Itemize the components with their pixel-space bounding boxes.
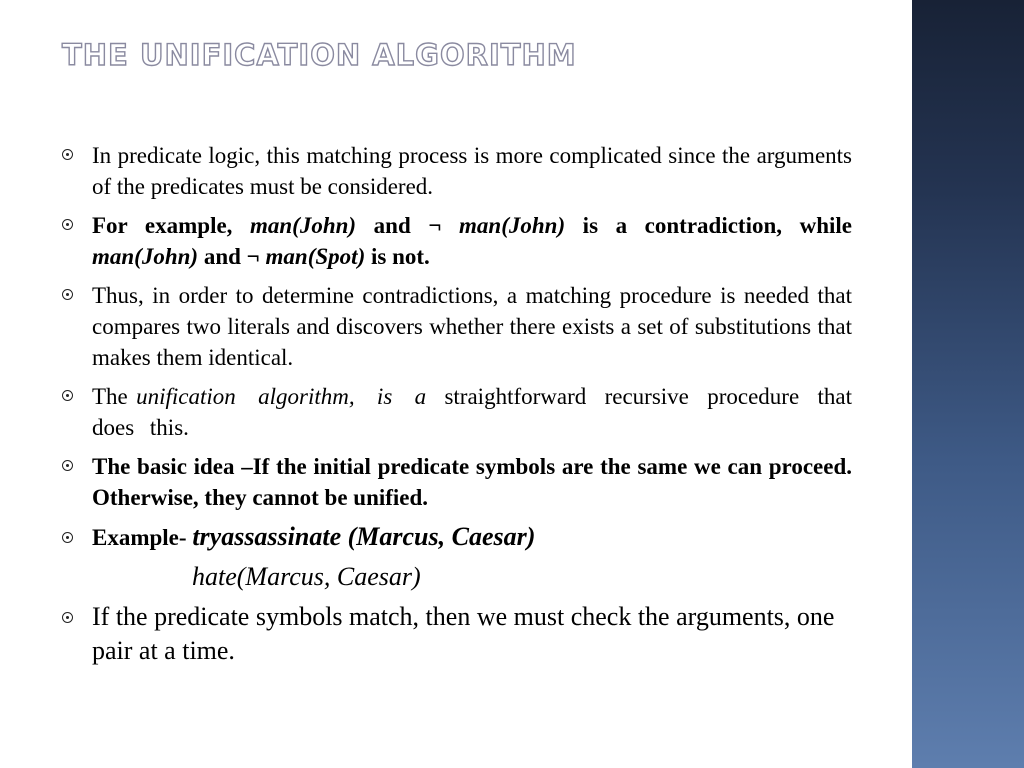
bullet-icon: [62, 390, 73, 401]
expression: man(John): [92, 244, 199, 269]
bullet-icon: [62, 149, 73, 160]
bullet-text: The basic idea –If the initial predicate symbols are the same we can proceed. Otherwise, they cannot be unified.: [92, 454, 852, 510]
bullet-text: straightforward recursive procedure that does this.: [92, 384, 852, 440]
expression: man(John): [459, 213, 566, 238]
bullet-text: In predicate logic, this matching process is more complicated since the arguments of the predicates must be considered.: [92, 143, 852, 199]
bullet-text: Thus, in order to determine contradictions, a matching procedure is needed that compares two literals and discovers whether there exists a set of substitutions that makes them identical.: [92, 283, 852, 370]
bullet-icon: [62, 219, 73, 230]
bullet-item-5: [62, 451, 852, 513]
bullet-text: If the predicate symbols match, then we must check the arguments, one pair at a time.: [92, 602, 835, 665]
bullet-item-7: [62, 600, 852, 668]
bullet-item-4: [62, 381, 852, 443]
expression: tryassassinate (Marcus, Caesar): [192, 522, 536, 551]
bullet-text: The: [92, 384, 137, 409]
example-second-line: hate(Marcus, Caesar): [192, 562, 421, 591]
bullet-item-6: [62, 521, 852, 592]
slide-title: THE UNIFICATION ALGORITHM: [62, 38, 577, 72]
bullet-icon: [62, 289, 73, 300]
bullet-text: and ¬: [356, 213, 460, 238]
example-label: Example-: [92, 525, 193, 550]
bullet-text: is not.: [365, 244, 430, 269]
expression: man(Spot): [265, 244, 366, 269]
bullet-item-3: [62, 280, 852, 373]
expression: man(John): [250, 213, 357, 238]
bullet-icon: [62, 532, 73, 543]
decorative-side-panel: [912, 0, 1024, 768]
bullet-item-2: [62, 210, 852, 272]
bullet-text: For example,: [92, 213, 250, 238]
bullet-icon: [62, 612, 73, 623]
bullet-icon: [62, 460, 73, 471]
bullet-list: [62, 140, 852, 676]
expression: unification algorithm, is a: [136, 384, 427, 409]
bullet-item-1: [62, 140, 852, 202]
bullet-text: and ¬: [198, 244, 266, 269]
bullet-text: is a contradiction, while: [565, 213, 852, 238]
